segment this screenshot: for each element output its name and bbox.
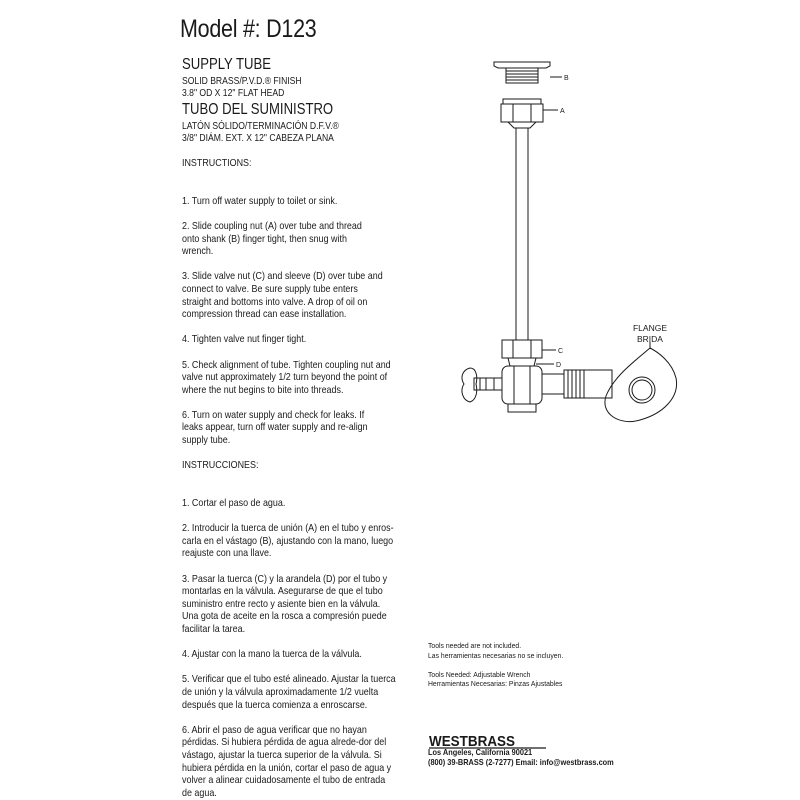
label-b: B	[564, 75, 569, 82]
sleeve-d	[508, 358, 536, 366]
instructions-en	[182, 158, 416, 800]
product-spec-en-1: SOLID BRASS/P.V.D.® FINISH	[182, 76, 302, 87]
instruction-step-en: 2. Slide coupling nut (A) over tube and thread onto shank (B) finger tight, then snug with wrench.	[182, 220, 362, 258]
label-d: D	[556, 362, 562, 369]
label-c: C	[558, 348, 564, 355]
valve-body	[480, 366, 542, 412]
instruction-step-en: 6. Turn on water supply and check for leaks. If leaks appear, turn off water supply and re-align supply tube.	[182, 409, 368, 447]
tube	[516, 128, 528, 340]
valve-nut-c	[502, 340, 542, 358]
tools-needed-en: Tools Needed: Adjustable Wrench	[428, 669, 531, 679]
flange-label-es: BRIDA	[637, 334, 663, 344]
instruction-step-es: 1. Cortar el paso de agua.	[182, 498, 286, 510]
tools-note-es: Las herramientas necesarias no se incluyen.	[428, 650, 564, 660]
instruction-step-en: 3. Slide valve nut (C) and sleeve (D) over tube and connect to valve. Be sure supply tube enters straight and bottoms into valve. A drop of oil on compression thread can ease installation.	[182, 271, 383, 321]
product-spec-es-2: 3/8" DIÁM. EXT. X 12" CABEZA PLANA	[182, 133, 334, 144]
tools-needed-es: Herramientas Necesarias: Pinzas Ajustables	[428, 679, 563, 689]
product-title-es: TUBO DEL SUMINISTRO	[182, 101, 334, 118]
instruction-step-es: 2. Introducir la tuerca de unión (A) en el tubo y enros-carla en el vástago (B), ajustando con la mano, luego reajuste con una llave.	[182, 523, 394, 560]
instruction-step-en: 1. Turn off water supply to toilet or sink.	[182, 195, 338, 207]
instruction-step-es: 6. Abrir el paso de agua verificar que no hayan pérdidas. Si hubiera pérdida de agua alrede-dor del vástago, ajustar la tuerca superior de la válvula. Si hubiera pérdida en la unión, cortar el paso de agua y volver a alinear cuidadosamente el tubo de entrada de agua.	[182, 724, 392, 799]
instructions-heading-en: INSTRUCTIONS:	[182, 158, 252, 169]
coupling-nut-a	[501, 99, 543, 128]
valve-handle	[462, 368, 480, 402]
instruction-step-es: 5. Verificar que el tubo esté alineado. Ajustar la tuerca de unión y la válvula aproximadamente 1/2 vuelta después que la tuerca comienza a enroscarse.	[182, 674, 396, 711]
brand-address: Los Angeles, California 90021	[428, 748, 533, 757]
product-spec-es-1: LATÓN SÓLIDO/TERMINACIÓN D.F.V.®	[182, 121, 339, 132]
page-title: Model #: D123	[180, 15, 317, 43]
valve-outlet	[542, 370, 612, 398]
tools-note-en: Tools needed are not included.	[428, 641, 522, 650]
instruction-step-es: 4. Ajustar con la mano la tuerca de la válvula.	[182, 649, 362, 661]
flange-label-en: FLANGE	[632, 323, 668, 333]
brand-phone-email: (800) 39-BRASS (2-7277) Email: info@westbrass.com	[428, 757, 614, 767]
product-spec-en-2: 3.8" OD X 12" FLAT HEAD	[182, 88, 285, 99]
instruction-step-en: 5. Check alignment of tube. Tighten coupling nut and valve nut approximately 1/2 turn beyond the point of where the nut begins to bite into threads.	[182, 359, 391, 396]
product-title-en: SUPPLY TUBE	[182, 56, 271, 73]
label-a: A	[560, 108, 565, 115]
instruction-step-es: 3. Pasar la tuerca (C) y la arandela (D) por el tubo y montarlas en la válvula. Asegurarse de que el tubo suministro entre recto y asiente bien en la válvula. Una gota de aceite en la rosca a compresión puede facilitar la tarea.	[182, 573, 388, 635]
brand-name: WESTBRASS	[429, 733, 515, 750]
tools-notes	[428, 641, 563, 689]
instructions-column	[182, 158, 422, 800]
instructions-heading-es: INSTRUCCIONES:	[182, 460, 259, 472]
instruction-step-en: 4. Tighten valve nut finger tight.	[182, 334, 307, 346]
brand-contact	[428, 748, 614, 767]
shank-b	[494, 62, 550, 83]
supply-tube-diagram	[450, 48, 680, 428]
flange	[605, 342, 677, 422]
